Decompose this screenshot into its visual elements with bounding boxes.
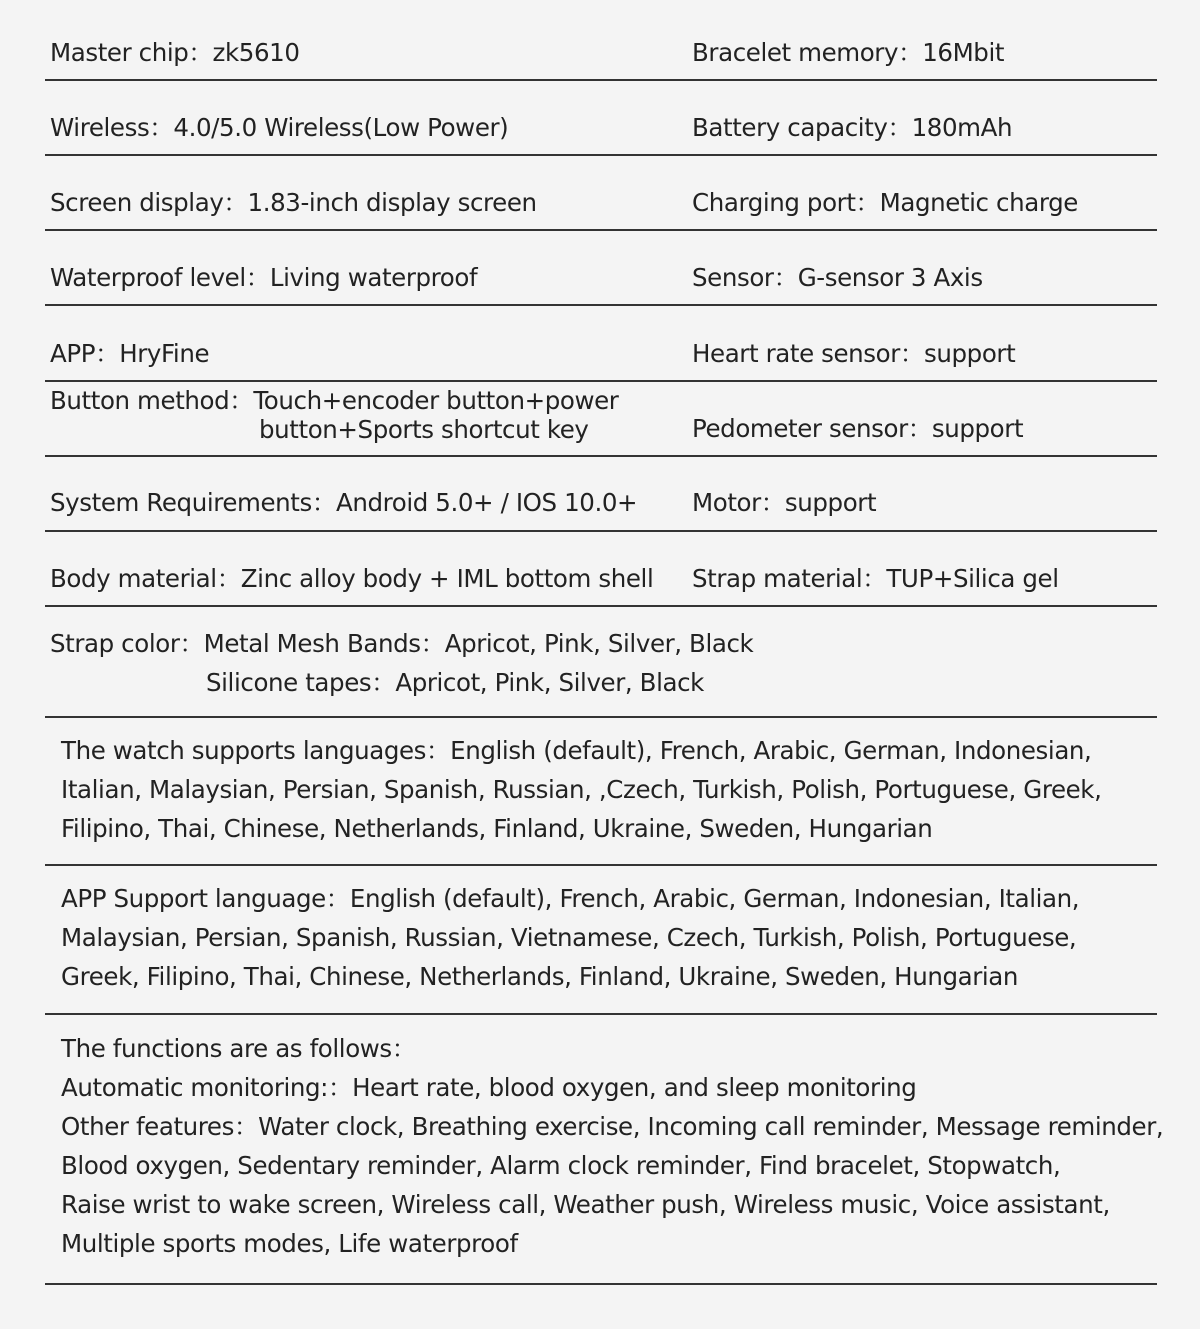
spec-value: 4.0/5.0 Wireless(Low Power) xyxy=(173,113,509,142)
spec-value: Zinc alloy body + IML bottom shell xyxy=(240,564,654,593)
spec-body-material xyxy=(50,564,653,594)
spec-label: Wireless： xyxy=(50,113,174,142)
spec-system-requirements xyxy=(50,488,637,518)
spec-label: Body material： xyxy=(50,564,241,593)
spec-label: Strap material： xyxy=(692,564,887,593)
spec-label: Pedometer sensor： xyxy=(692,414,932,443)
spec-value: Living waterproof xyxy=(269,263,478,292)
functions-text xyxy=(61,1029,1163,1263)
spec-row-3 xyxy=(45,156,1157,231)
watch-languages-line: The watch supports languages：English (default), French, Arabic, German, Indonesian, xyxy=(61,736,1092,765)
spec-value: 180mAh xyxy=(911,113,1013,142)
spec-value: TUP+Silica gel xyxy=(886,564,1059,593)
watch-languages-section xyxy=(45,718,1157,866)
spec-value: zk5610 xyxy=(212,38,300,67)
spec-value: 16Mbit xyxy=(922,38,1005,67)
app-languages-line: APP Support language：English (default), French, Arabic, German, Indonesian, Italian, xyxy=(61,884,1080,913)
spec-value: Touch+encoder button+power xyxy=(253,386,619,415)
functions-line: Blood oxygen, Sedentary reminder, Alarm clock reminder, Find bracelet, Stopwatch, xyxy=(61,1151,1061,1180)
spec-value: HryFine xyxy=(119,339,210,368)
spec-label: Charging port： xyxy=(692,188,880,217)
spec-label: System Requirements： xyxy=(50,488,336,517)
spec-value: support xyxy=(784,488,877,517)
spec-screen-display xyxy=(50,188,537,218)
spec-value: Metal Mesh Bands：Apricot, Pink, Silver, Black xyxy=(203,629,754,658)
spec-label: Bracelet memory： xyxy=(692,38,923,67)
spec-motor xyxy=(692,488,876,518)
spec-value-continued: button+Sports shortcut key xyxy=(259,415,589,444)
spec-app xyxy=(50,339,209,369)
spec-value: support xyxy=(924,339,1016,368)
spec-label: Button method： xyxy=(50,386,254,415)
watch-languages-text xyxy=(61,731,1101,848)
spec-pedometer-sensor xyxy=(692,414,1023,444)
spec-label: Strap color： xyxy=(50,629,204,658)
app-languages-line: Greek, Filipino, Thai, Chinese, Netherlands, Finland, Ukraine, Sweden, Hungarian xyxy=(61,962,1019,991)
spec-value-continued: Silicone tapes：Apricot, Pink, Silver, Black xyxy=(206,668,704,697)
functions-line: Automatic monitoring:：Heart rate, blood oxygen, and sleep monitoring xyxy=(61,1073,917,1102)
spec-row-7 xyxy=(45,457,1157,532)
spec-label: Master chip： xyxy=(50,38,213,67)
spec-label: Screen display： xyxy=(50,188,248,217)
app-languages-section xyxy=(45,866,1157,1015)
spec-row-1 xyxy=(45,0,1157,81)
spec-button-method xyxy=(50,386,618,444)
spec-value: G-sensor 3 Axis xyxy=(797,263,983,292)
app-languages-text xyxy=(61,879,1079,996)
spec-row-5 xyxy=(45,306,1157,382)
functions-heading: The functions are as follows： xyxy=(61,1034,416,1063)
spec-value: Android 5.0+ / IOS 10.0+ xyxy=(335,488,638,517)
spec-label: Waterproof level： xyxy=(50,263,270,292)
watch-languages-line: Italian, Malaysian, Persian, Spanish, Russian, ,Czech, Turkish, Polish, Portuguese, Greek, xyxy=(61,775,1102,804)
spec-label: Battery capacity： xyxy=(692,113,912,142)
watch-languages-line: Filipino, Thai, Chinese, Netherlands, Finland, Ukraine, Sweden, Hungarian xyxy=(61,814,933,843)
spec-label: APP： xyxy=(50,339,120,368)
spec-bracelet-memory xyxy=(692,38,1004,68)
spec-value: support xyxy=(931,414,1024,443)
app-languages-line: Malaysian, Persian, Spanish, Russian, Vietnamese, Czech, Turkish, Polish, Portuguese, xyxy=(61,923,1077,952)
spec-heart-rate-sensor xyxy=(692,339,1015,369)
spec-strap-material xyxy=(692,564,1059,594)
spec-row-4 xyxy=(45,231,1157,306)
spec-sensor xyxy=(692,263,983,293)
spec-charging-port xyxy=(692,188,1078,218)
spec-strap-color xyxy=(50,624,753,702)
spec-waterproof-level xyxy=(50,263,477,293)
spec-master-chip xyxy=(50,38,300,68)
spec-battery-capacity xyxy=(692,113,1012,143)
spec-label: Heart rate sensor： xyxy=(692,339,925,368)
spec-row-2 xyxy=(45,81,1157,156)
spec-label: Motor： xyxy=(692,488,785,517)
spec-row-6 xyxy=(45,382,1157,457)
spec-value: Magnetic charge xyxy=(879,188,1078,217)
functions-section xyxy=(45,1015,1164,1285)
functions-line: Multiple sports modes, Life waterproof xyxy=(61,1229,518,1258)
spec-row-strap-color xyxy=(45,607,1157,718)
spec-wireless xyxy=(50,113,508,143)
spec-value: 1.83-inch display screen xyxy=(247,188,537,217)
functions-line: Raise wrist to wake screen, Wireless call, Weather push, Wireless music, Voice assistant, xyxy=(61,1190,1110,1219)
spec-row-8 xyxy=(45,532,1157,607)
spec-label: Sensor： xyxy=(692,263,798,292)
functions-line: Other features：Water clock, Breathing exercise, Incoming call reminder, Message reminder, xyxy=(61,1112,1164,1141)
